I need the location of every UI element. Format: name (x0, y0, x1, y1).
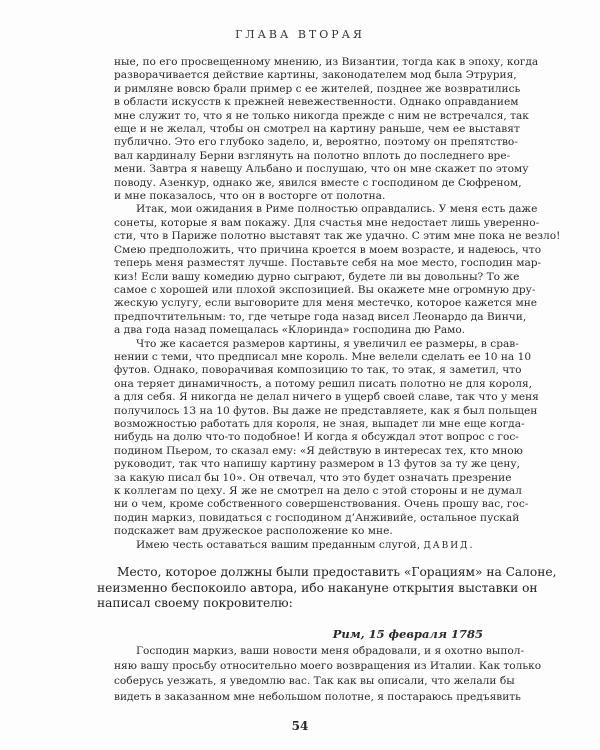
second-letter-body (114, 644, 542, 705)
text-line: возможностью работать для короля, не зная, выпадет ли мне еще когда- (114, 417, 525, 430)
text-line: видеть в заказанном мне небольшом полотне, я постараюсь предъявить (114, 690, 521, 703)
text-line: мени. Завтра я навещу Альбано и послушаю, что он мне скажет по этому (114, 163, 529, 176)
text-line: нении с теми, что предписал мне король. Мне велели сделать ее 10 на 10 (114, 350, 532, 363)
text-line: Смею предположить, что причина кроется в моем возрасте, и надеюсь, что (114, 243, 542, 256)
text-line: подин маркиз, повидаться с господином д’Анживийе, остальное пускай (114, 511, 520, 524)
text-line: теперь меня разместят лучше. Поставьте себя на мое место, господин мар- (114, 257, 542, 270)
text-line: нибудь на долю что-то подобное! И когда я обсуждал этот вопрос с гос- (114, 431, 519, 444)
text-line: разворачивается действие картины, законодателем мод была Этрурия, (114, 69, 517, 82)
text-line: а для себя. Я никогда не делал ничего в ущерб своей славе, так что у меня (114, 391, 539, 404)
text-line: няю вашу просьбу относительно моего возвращения из Италии. Как только (114, 660, 542, 673)
author-paragraph (97, 565, 557, 612)
text-line: предпочтительным: то, где четыре года назад висел Леонардо да Винчи, (114, 310, 527, 323)
letter-body (114, 56, 561, 553)
text-line: жескую услугу, если выговорите для меня местечко, которое кажется мне (114, 297, 538, 310)
text-line: получилось 13 на 10 футов. Вы даже не представляете, как я был польщен (114, 404, 538, 417)
text-line: сти, что в Париже полотно выставят так же удачно. С этим мне пока не везло! (114, 230, 561, 243)
closing-period: . (469, 538, 473, 551)
running-header: ГЛАВА ВТОРАЯ (235, 28, 365, 41)
text-line: к коллегам по цеху. Я же не смотрел на дело с этой стороны и не думал (114, 485, 522, 497)
text-line: ни о чем, кроме собственного совершенствования. Очень прошу вас, гос- (114, 498, 529, 511)
text-line: неизменно беспокоило автора, ибо накануне открытия выставки он (97, 580, 538, 595)
text-line: Что же касается размеров картины, я увеличил ее размеры, в срав- (136, 337, 519, 350)
closing-text: Имею честь оставаться вашим преданным слугой, (136, 538, 421, 551)
text-line: она теряет динамичность, а потому решил писать полотно не для короля, (114, 377, 532, 390)
text-line: Место, которое должны были предоставить «Горациям» на Салоне, (117, 565, 557, 579)
text-line: вал кардиналу Берни взглянуть на полотно вплоть до последнего вре- (114, 149, 511, 162)
text-line: написал своему покровителю: (97, 596, 293, 610)
text-line: а два года назад помещалась «Клоринда» господина дю Рамо. (114, 324, 466, 337)
text-line: Итак, мои ожидания в Риме полностью оправдались. У меня есть даже (136, 203, 538, 216)
text-line: Господин маркиз, ваши новости меня обрадовали, и я охотно выпол- (136, 645, 525, 657)
text-line: за какую писал бы 10». Он отвечал, что это будет означать презрение (114, 471, 512, 484)
text-line: киз! Если вашу комедию дурно сыграют, будете ли вы довольны? То же (114, 270, 520, 283)
letter-closing (114, 539, 484, 553)
text-line: и мне показалось, что он в восторге от полотна. (114, 190, 386, 203)
text-line: мне служит то, что я не только никогда прежде с ним не встречался, так (114, 109, 529, 122)
text-line: сонеты, которые я вам покажу. Для счастья мне недостает лишь уверенно- (114, 216, 540, 229)
page-number: 54 (291, 719, 309, 733)
text-line: поводу. Азенкур, однако же, явился вместе с господином де Сюфреном, (114, 176, 522, 189)
signature: ДАВИД (423, 540, 470, 551)
text-line: и римляне вовсю брали пример с ее жителей, позднее же возвратились (114, 82, 521, 95)
text-line: руководит, так что напишу картину размером в 13 футов за ту же цену, (114, 458, 521, 471)
text-line: ные, по его просвещенному мнению, из Византии, тогда как в эпоху, когда (114, 56, 539, 68)
text-line: подином Пьером, то сказал ему: «Я действую в интересах тех, кто мною (114, 444, 523, 457)
text-line: самое с хорошей или плохой экспозицией. Вы окажете мне огромную дру- (114, 283, 536, 296)
letter-dateline: Рим, 15 февраля 1785 (332, 627, 483, 641)
text-line: еще и не желал, чтобы он смотрел на картину раньше, чем ее выставят (114, 123, 520, 136)
text-line: в области искусств к прежней невежественности. Однако оправданием (114, 96, 519, 109)
text-line: соберусь уезжать, я уведомлю вас. Так как вы описали, что желали бы (114, 675, 515, 688)
text-line: футов. Однако, поворачивая композицию то так, то этак, я заметил, что (114, 364, 522, 377)
text-line: подскажет вам дружеское расположение ко мне. (114, 525, 393, 538)
text-line: публично. Это его глубоко задело, и, вероятно, поэтому он препятство- (114, 136, 518, 149)
